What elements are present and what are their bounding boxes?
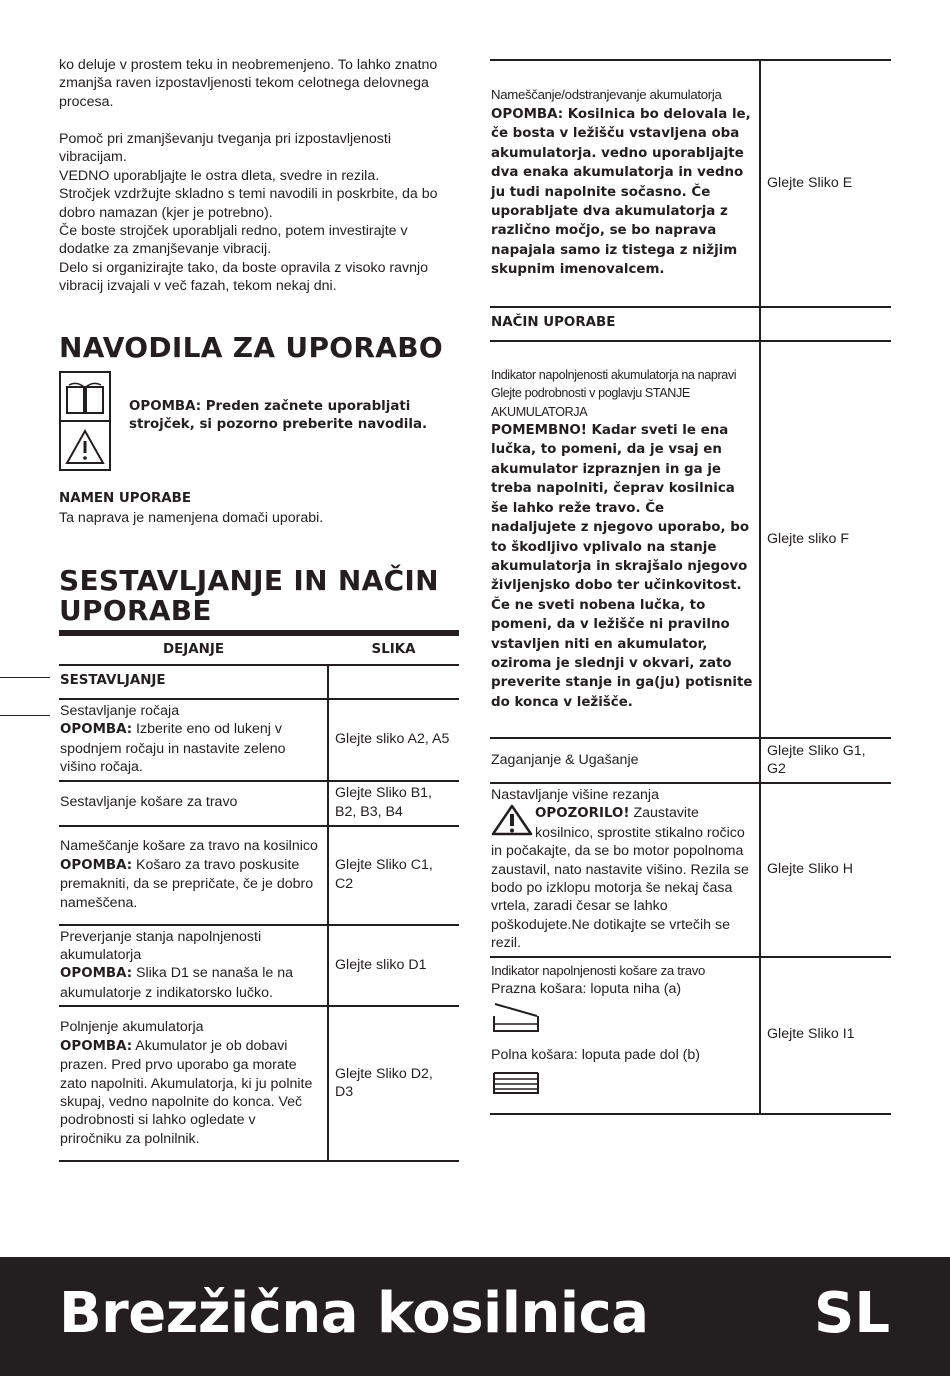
action-cell: Zaganjanje & Ugašanje xyxy=(490,738,760,783)
full-basket-text: Polna košara: loputa pade dol (b) xyxy=(491,1047,701,1064)
figure-cell: Glejte Sliko C1, C2 xyxy=(328,826,459,925)
flap-open-icon xyxy=(491,1000,541,1034)
intro-paragraph-2 xyxy=(59,130,461,296)
table-row xyxy=(490,738,891,783)
read-instructions-note: OPOMBA: Preden začnete uporabljati strojček, si pozorno preberite navodila. xyxy=(129,399,428,433)
heading-line: SESTAVLJANJE IN NAČIN xyxy=(59,564,439,597)
note-text: Slika D1 se nanaša le na akumulatorje z indikatorsko lučko. xyxy=(60,965,293,1001)
note-text: Košaro za travo poskusite premakniti, da se prepričate, če je dobro nameščena. xyxy=(60,856,314,911)
footer-banner xyxy=(0,1257,950,1376)
action-title: Polnjenje akumulatorja xyxy=(60,1019,204,1036)
assembly-table xyxy=(59,637,459,1162)
action-title: Preverjanje stanja napolnjenosti akumulatorja xyxy=(60,928,262,964)
action-cell xyxy=(490,61,760,307)
table-row xyxy=(59,826,459,925)
action-title: Nastavljanje višine rezanja xyxy=(491,787,659,803)
manual-warning-icon-box xyxy=(59,371,111,471)
action-cell xyxy=(490,341,760,738)
section-label-operation: NAČIN UPORABE xyxy=(490,307,760,341)
section-heading-assembly xyxy=(59,566,469,626)
note-label: OPOMBA: xyxy=(60,722,133,738)
note-label: OPOMBA: xyxy=(60,857,133,873)
margin-tick xyxy=(0,715,50,716)
empty-cell xyxy=(760,307,891,341)
table-row xyxy=(490,783,891,957)
action-cell xyxy=(59,1006,328,1161)
note-label: OPOMBA: xyxy=(60,1038,133,1054)
action-cell: Sestavljanje košare za travo xyxy=(59,781,328,826)
product-title: Brezžična kosilnica xyxy=(59,1281,649,1346)
table-section-row xyxy=(490,307,891,341)
action-title: Indikator napolnjenosti akumulatorja na napravi Glejte podrobnosti v poglavju STANJE AKUMULATORJA xyxy=(491,367,737,419)
operation-table xyxy=(490,61,891,1115)
warning-text: Zaustavite kosilnico, sprostite stikalno ročico in počakajte, da se bo motor popolnoma zaustavil, nato nastavite višino. Rezila se bodo po izklopu motorja še nekaj časa vrtela, zaradi česar se lahko poškodujete.Ne dotikajte se vrtečih se rezil. xyxy=(491,805,749,952)
action-cell xyxy=(59,699,328,781)
figure-cell: Glejte sliko F xyxy=(760,341,891,738)
note-text: OPOMBA: Kosilnica bo delovala le, če bosta v ležišču vstavljena oba akumulatorja. vedno uporabljajte dva enaka akumulatorja in vedno ju tudi napolnite sočasno. Če uporabljate dva akumulatorja z različno močjo, se bo naprava napajala samo iz tistega z nižjim skupnim imenovalcem. xyxy=(491,106,751,278)
flap-closed-icon xyxy=(491,1069,541,1097)
table-row xyxy=(490,957,891,1114)
empty-basket-text: Prazna košara: loputa niha (a) xyxy=(491,981,682,998)
action-cell xyxy=(59,925,328,1007)
column-header-figure: SLIKA xyxy=(328,637,459,665)
spacer xyxy=(491,1034,753,1046)
intended-use-heading: NAMEN UPORABE xyxy=(59,491,192,506)
action-cell xyxy=(490,783,760,957)
intro-line: Delo si organizirajte tako, da boste opravila z visoko ravnjo vibracij izvajali v več fazah, tekom nekaj dni. xyxy=(59,259,429,295)
figure-cell: Glejte Sliko H xyxy=(760,783,891,957)
heading-line: UPORABE xyxy=(59,594,212,627)
table-section-row xyxy=(59,665,459,699)
warning-icon xyxy=(491,804,533,834)
margin-tick xyxy=(0,677,50,678)
action-cell xyxy=(490,957,760,1114)
figure-cell: Glejte Sliko G1, G2 xyxy=(760,738,891,783)
note-text: Izberite eno od lukenj v spodnjem ročaju in nastavite zeleno višino ročaja. xyxy=(60,721,286,776)
note-text: Akumulator je ob dobavi prazen. Pred prvo uporabo ga morate zato napolniti. Akumulatorja, ki ju polnite skupaj, vedno napolnite do konca. Več podrobnosti si lahko ogledate v priročniku za polnilnik. xyxy=(60,1037,313,1147)
figure-cell: Glejte Sliko D2, D3 xyxy=(328,1006,459,1161)
figure-cell: Glejte sliko A2, A5 xyxy=(328,699,459,781)
table-row xyxy=(59,781,459,826)
table-row xyxy=(490,341,891,738)
figure-cell: Glejte sliko D1 xyxy=(328,925,459,1007)
action-title: Indikator napolnjenosti košare za travo xyxy=(491,962,706,978)
language-code: SL xyxy=(813,1281,890,1346)
intended-use-text: Ta naprava je namenjena domači uporabi. xyxy=(59,510,324,526)
empty-cell xyxy=(328,665,459,699)
intro-line: Pomoč pri zmanjševanju tveganja pri izpostavljenosti vibracijam. xyxy=(59,131,391,166)
figure-cell: Glejte Sliko B1, B2, B3, B4 xyxy=(328,781,459,826)
table-row xyxy=(59,1006,459,1161)
heading-rule xyxy=(59,630,459,636)
column-header-action: DEJANJE xyxy=(59,637,328,665)
book-icon xyxy=(61,373,109,469)
intro-line: Stročjek vzdržujte skladno s temi navodili in poskrbite, da bo dobro namazan (kjer je potrebno). xyxy=(59,186,438,221)
intro-paragraph-1: ko deluje v prostem teku in neobremenjeno. To lahko znatno zmanjša raven izpostavljenosti tekom celotnega delovnega procesa. xyxy=(59,57,438,110)
figure-cell: Glejte Sliko I1 xyxy=(760,957,891,1114)
action-cell xyxy=(59,826,328,925)
table-row xyxy=(490,61,891,307)
table-header-row xyxy=(59,637,459,665)
note-label: OPOMBA: xyxy=(60,966,133,982)
table-row xyxy=(59,925,459,1007)
section-label-assembly: SESTAVLJANJE xyxy=(59,665,328,699)
intro-line: Če boste strojček uporabljali redno, potem investirajte v dodatke za zmanjševanje vibracij. xyxy=(59,223,408,258)
note-text: POMEMBNO! Kadar sveti le ena lučka, to pomeni, da je vsaj en akumulator izpraznjen in ga je treba napolniti, čeprav kosilnica še lahko reže travo. Če nadaljujete z njegovo uporabo, bo to škodljivo vplivalo na stanje akumulatorja in skrajšalo njegovo življenjsko dobo ter učinkovitost. Če ne sveti nobena lučka, to pomeni, da v ležišče ni pravilno vstavljen niti en akumulator, oziroma je slednji v okvari, zato preverite stanje in ga(ju) potisnite do konca v ležišče. xyxy=(491,423,753,710)
warning-label: OPOZORILO! xyxy=(535,806,630,822)
table-row xyxy=(59,699,459,781)
intro-line: VEDNO uporabljajte le ostra dleta, svedre in rezila. xyxy=(59,167,380,184)
action-title: Sestavljanje ročaja xyxy=(60,703,180,719)
section-heading-instructions: NAVODILA ZA UPORABO xyxy=(59,331,443,364)
action-title: Nameščanje košare za travo na kosilnico xyxy=(60,838,318,855)
action-title: Nameščanje/odstranjevanje akumulatorja xyxy=(491,87,722,103)
figure-cell: Glejte Sliko E xyxy=(760,61,891,307)
